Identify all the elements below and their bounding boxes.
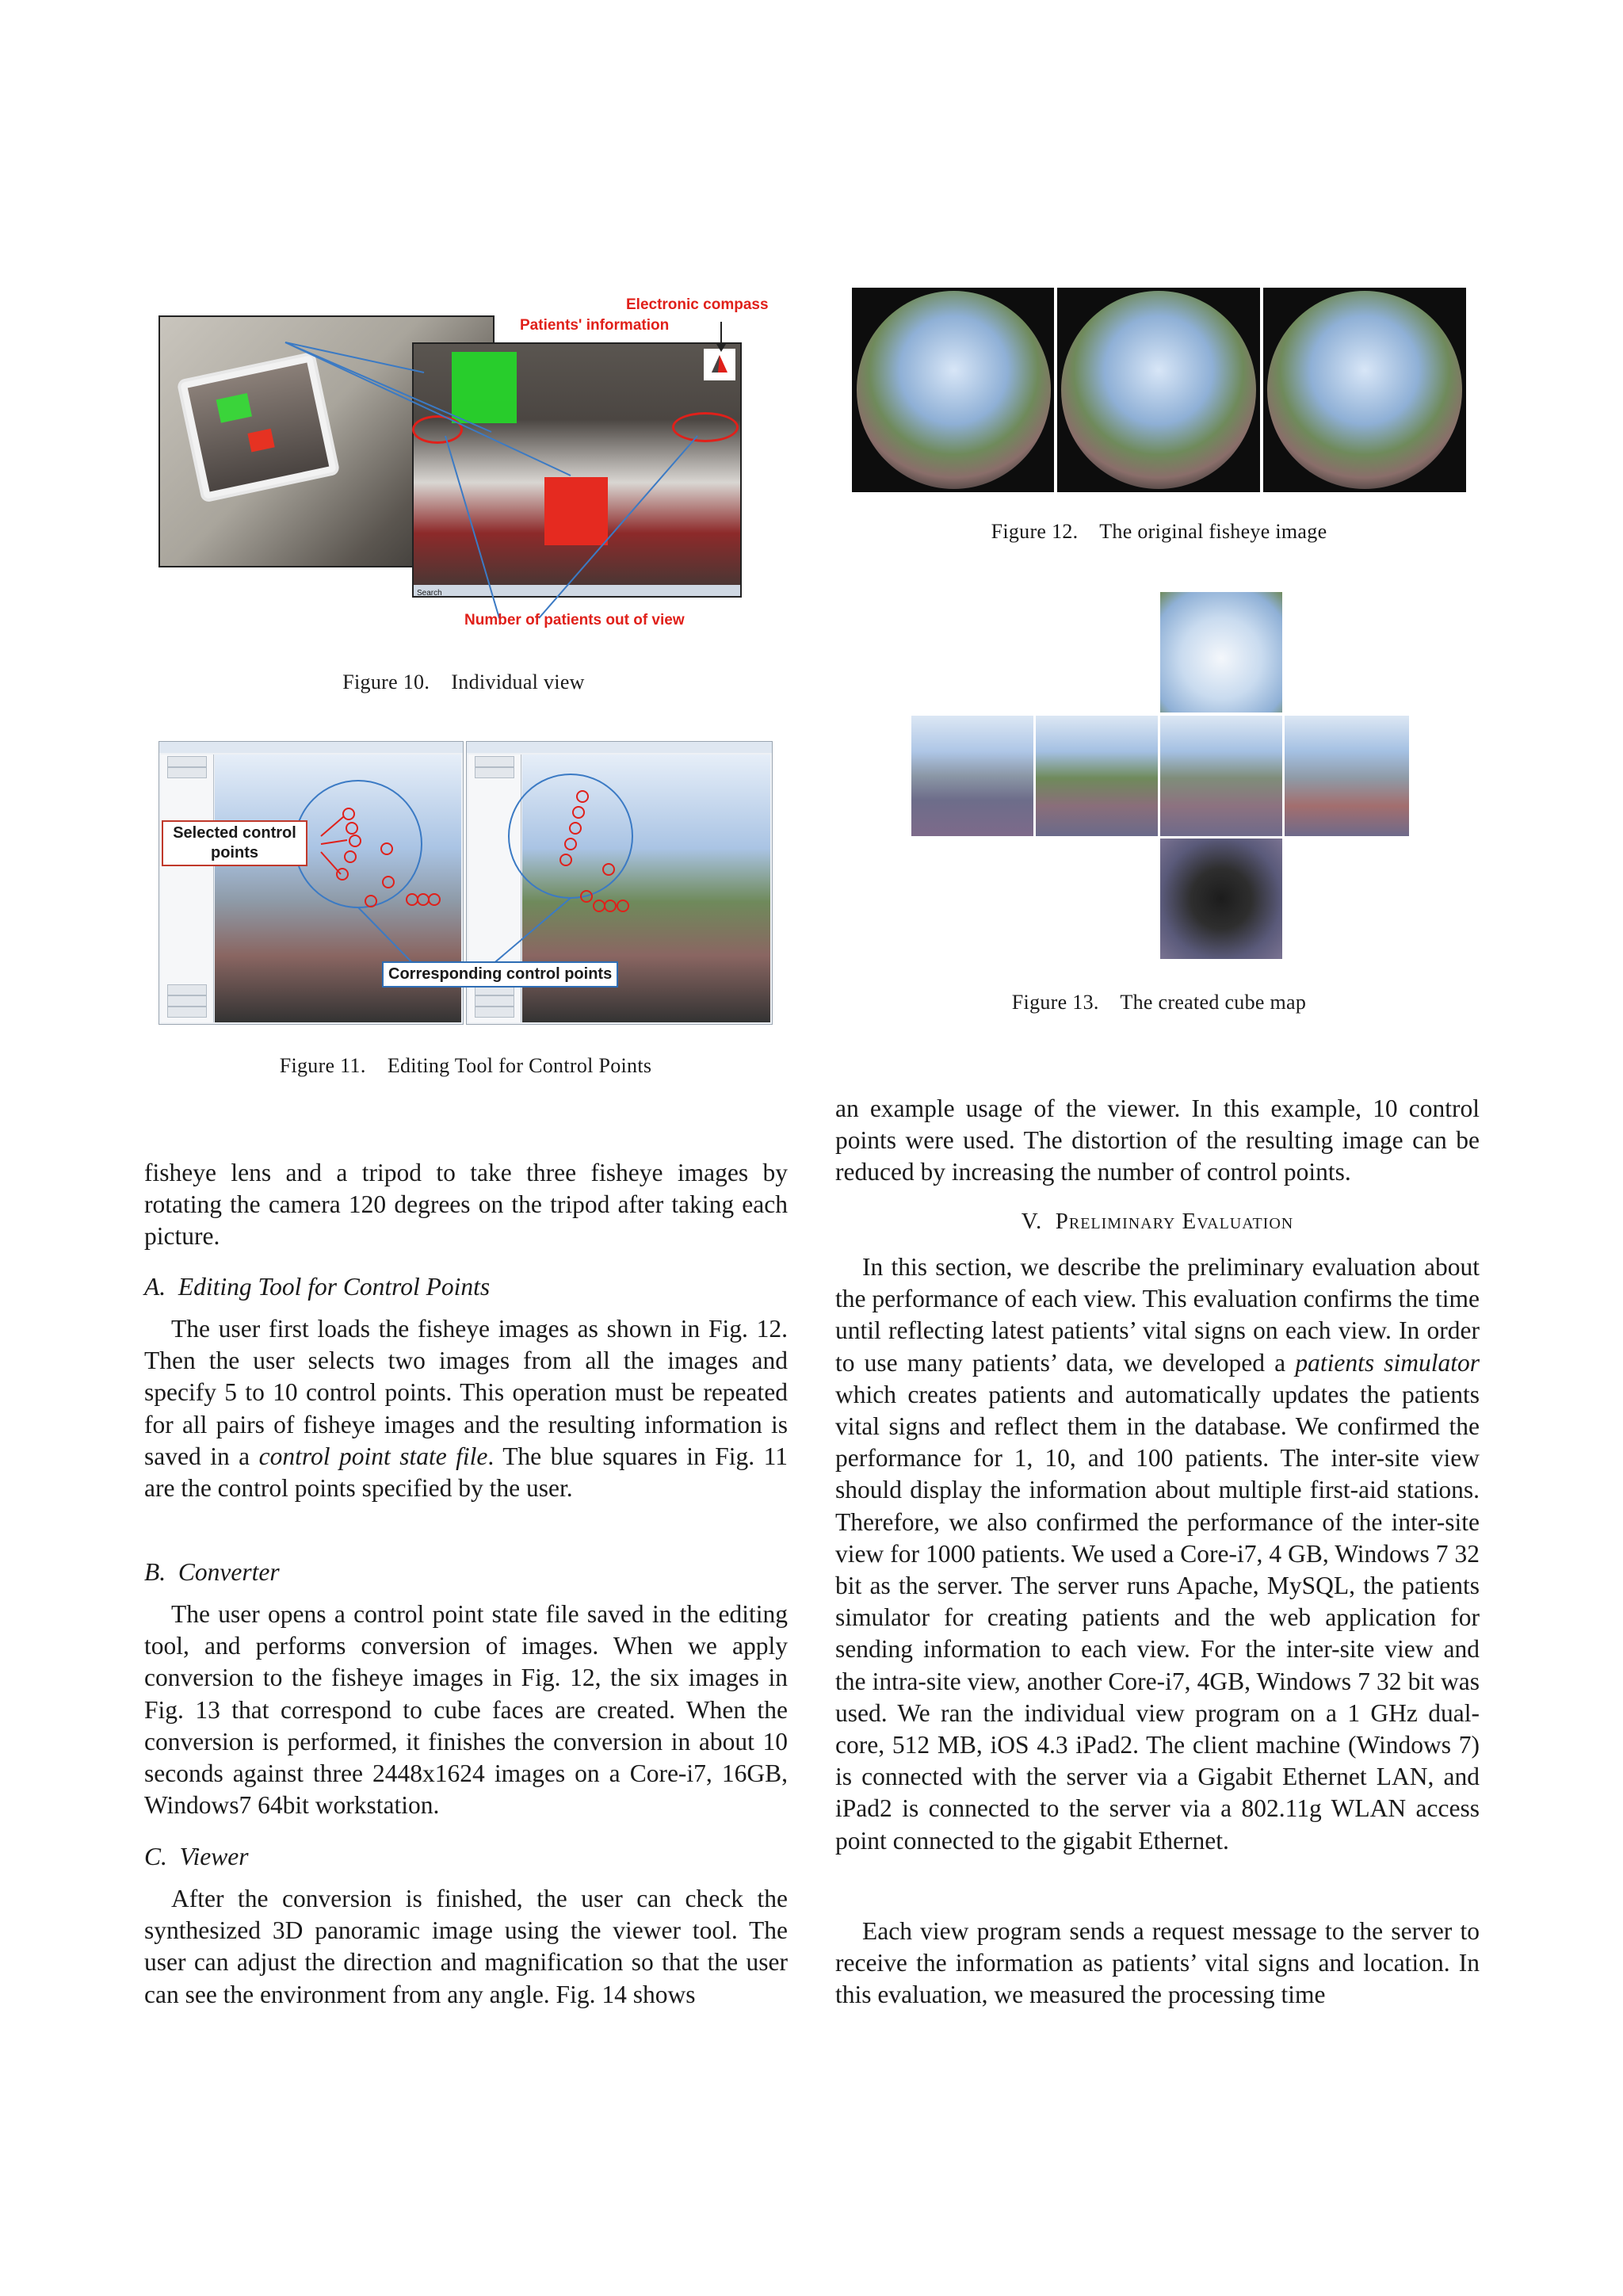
figure-11 — [158, 741, 773, 1026]
fisheye-image-2 — [1061, 291, 1256, 489]
section-b-heading: B. Converter — [144, 1558, 280, 1586]
term-control-point-state-file: control point state file — [258, 1442, 488, 1470]
section-c-paragraph: After the conversion is finished, the user can check the synthesized 3D panoramic image using the viewer tool. The user can adjust the direction and magnification so that the user can see the environment from any angle. Fig. 14 shows — [144, 1885, 788, 2008]
label-corresponding-control-points: Corresponding control points — [382, 961, 618, 988]
section-a-heading: A. Editing Tool for Control Points — [144, 1273, 491, 1301]
right-continuation-paragraph: an example usage of the viewer. In this example, 10 control points were used. The distortion of the resulting image can be reduced by increasing the number of control points. — [835, 1095, 1480, 1186]
fisheye-image-1 — [857, 291, 1051, 489]
fig10-callout-lines — [158, 293, 769, 634]
search-label: Search — [417, 589, 442, 598]
fisheye-image-3 — [1267, 291, 1462, 489]
cube-face-bottom — [1160, 839, 1282, 959]
label-selected-control-points: Selected control points — [162, 820, 307, 866]
label-patients-out-of-view: Number of patients out of view — [464, 612, 685, 628]
left-intro-paragraph: fisheye lens and a tripod to take three fisheye images by rotating the camera 120 degrees on the tripod after taking each picture. — [144, 1159, 788, 1251]
figure-12 — [852, 288, 1466, 492]
figure-13 — [911, 592, 1409, 965]
label-patients-information: Patients' information — [520, 317, 670, 334]
label-electronic-compass: Electronic compass — [626, 296, 769, 313]
section-v-heading — [835, 1209, 1480, 1235]
cube-face-top — [1160, 592, 1282, 712]
cube-face-left — [911, 716, 1033, 836]
fig11-caption: Figure 11. Editing Tool for Control Points — [279, 1054, 652, 1077]
section-b-paragraph: The user opens a control point state file saved in the editing tool, and performs conversion of images. When we apply conversion to the fisheye images in Fig. 12, the six images in Fig. 13 that correspond to cube faces are created. When the conversion is performed, it finishes the conversion in about 10 seconds against three 2448x1624 images on a Core-i7, 16GB, Windows7 64bit workstation. — [144, 1600, 788, 1820]
section-v-paragraph-2: Each view program sends a request message to the server to receive the information as patients’ vital signs and location. In this evaluation, we measured the processing time — [835, 1917, 1480, 2009]
fig10-caption: Figure 10. Individual view — [342, 670, 585, 693]
cube-face-front — [1036, 716, 1158, 836]
fig12-caption: Figure 12. The original fisheye image — [991, 520, 1327, 543]
section-v-heading-text: V. Preliminary Evaluation — [1021, 1209, 1294, 1234]
cube-face-right — [1160, 716, 1282, 836]
section-a-paragraph: The user first loads the fisheye images as shown in Fig. 12. Then the user selects two images from all the images and specify 5 to 10 control points. This operation must be repeated for all pairs of fisheye images and the resulting information is saved in a control point state file. The blue squares in Fig. 11 are the control points specified by the user. — [144, 1315, 788, 1503]
cube-face-back — [1285, 716, 1409, 836]
fig13-caption: Figure 13. The created cube map — [1011, 991, 1307, 1014]
section-c-heading: C. Viewer — [144, 1843, 249, 1870]
section-v-paragraph-1: In this section, we describe the preliminary evaluation about the performance of each view. This evaluation confirms the time until reflecting latest patients’ vital signs on each view. In order to use many patients’ data, we developed a patients simulator which creates patients and automatically updates the patients vital signs and reflect them in the database. We confirmed the performance for 1, 10, and 100 patients. The inter-site view should display the information about multiple first-aid stations. Therefore, we also confirmed the performance of the inter-site view for 1000 patients. We used a Core-i7, 4 GB, Windows 7 32 bit as the server. The server runs Apache, MySQL, the patients simulator for creating patients and the web application for sending information to each view. For the inter-site view and the intra-site view, another Core-i7, 4GB, Windows 7 32 bit was used. We ran the individual view program on a 1 GHz dual-core, 512 MB, iOS 4.3 iPad2. The client machine (Windows 7) is connected with the server via a Gigabit Ethernet LAN, and iPad2 is connected to the server via a 802.11g WLAN access point connected to the gigabit Ethernet. — [835, 1253, 1480, 1855]
term-patients-simulator: patients simulator — [1295, 1348, 1480, 1377]
figure-10 — [158, 293, 769, 634]
